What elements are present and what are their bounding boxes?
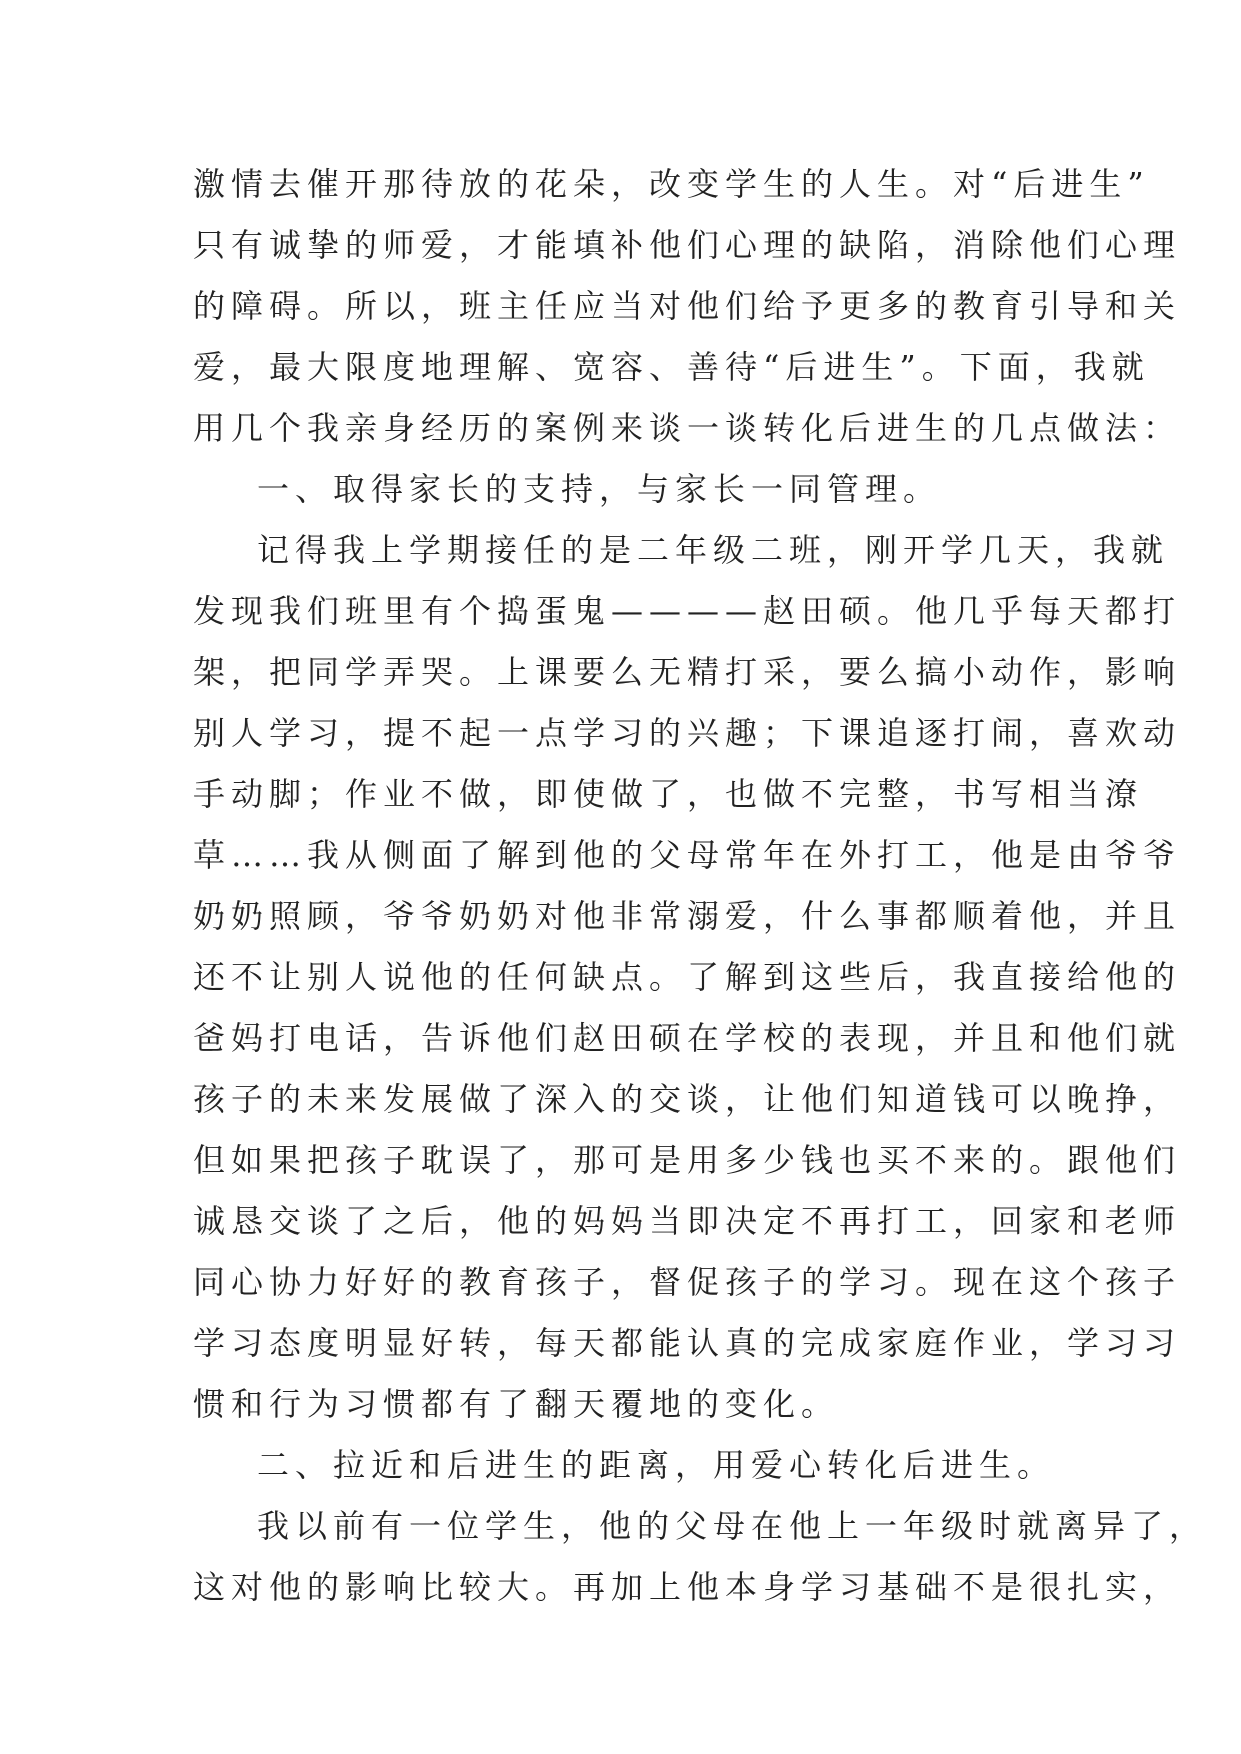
paragraph-start: 记得我上学期接任的是二年级二班，刚开学几天，我就 <box>257 531 1170 569</box>
text-line: 这对他的影响比较大。再加上他本身学习基础不是很扎实， <box>193 1568 1182 1606</box>
text-line: 激情去催开那待放的花朵，改变学生的人生。对“后进生” <box>193 165 1150 203</box>
text-line: 手动脚；作业不做，即使做了，也做不完整，书写相当潦 <box>193 775 1144 813</box>
section-heading-2: 二、拉近和后进生的距离，用爱心转化后进生。 <box>257 1446 1056 1484</box>
text-line: 架，把同学弄哭。上课要么无精打采，要么搞小动作，影响 <box>193 653 1182 691</box>
text-line: 爱，最大限度地理解、宽容、善待“后进生”。下面，我就 <box>193 348 1150 386</box>
paragraph-start: 我以前有一位学生，他的父母在他上一年级时就离异了， <box>257 1507 1208 1545</box>
text-line: 爸妈打电话，告诉他们赵田硕在学校的表现，并且和他们就 <box>193 1019 1182 1057</box>
text-line: 但如果把孩子耽误了，那可是用多少钱也买不来的。跟他们 <box>193 1141 1182 1179</box>
text-line: 孩子的未来发展做了深入的交谈，让他们知道钱可以晚挣， <box>193 1080 1182 1118</box>
text-line: 发现我们班里有个捣蛋鬼————赵田硕。他几乎每天都打 <box>193 592 1182 630</box>
text-line: 学习态度明显好转，每天都能认真的完成家庭作业，学习习 <box>193 1324 1182 1362</box>
text-line: 惯和行为习惯都有了翻天覆地的变化。 <box>193 1385 840 1423</box>
text-line: 草……我从侧面了解到他的父母常年在外打工，他是由爷爷 <box>193 836 1182 874</box>
text-line: 的障碍。所以，班主任应当对他们给予更多的教育引导和关 <box>193 287 1182 325</box>
text-line: 用几个我亲身经历的案例来谈一谈转化后进生的几点做法： <box>193 409 1182 447</box>
text-line: 奶奶照顾，爷爷奶奶对他非常溺爱，什么事都顺着他，并且 <box>193 897 1182 935</box>
text-line: 同心协力好好的教育孩子，督促孩子的学习。现在这个孩子 <box>193 1263 1182 1301</box>
section-heading-1: 一、取得家长的支持，与家长一同管理。 <box>257 470 942 508</box>
text-line: 还不让别人说他的任何缺点。了解到这些后，我直接给他的 <box>193 958 1182 996</box>
text-line: 只有诚挚的师爱，才能填补他们心理的缺陷，消除他们心理 <box>193 226 1182 264</box>
body-text <box>193 154 1208 1618</box>
text-line: 诚恳交谈了之后，他的妈妈当即决定不再打工，回家和老师 <box>193 1202 1182 1240</box>
text-line: 别人学习，提不起一点学习的兴趣；下课追逐打闹，喜欢动 <box>193 714 1182 752</box>
